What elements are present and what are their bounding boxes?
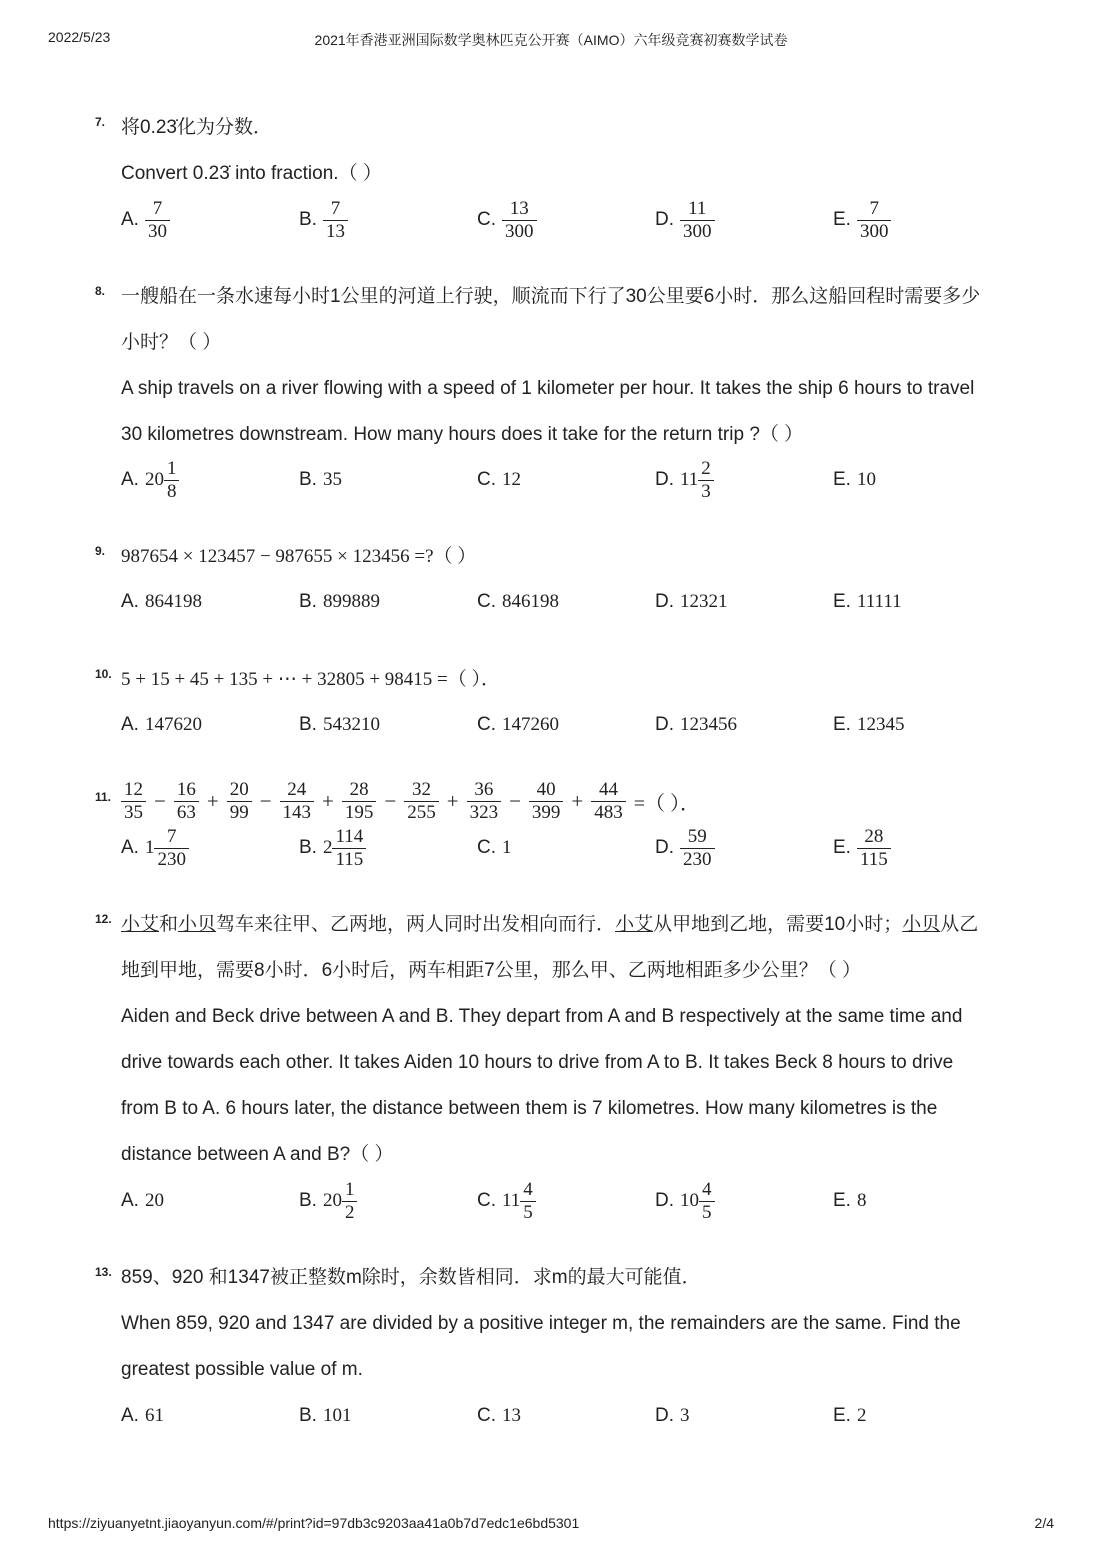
denominator: 8	[164, 480, 180, 503]
option-a	[121, 576, 202, 628]
fraction	[174, 779, 199, 824]
operator: +	[446, 788, 459, 813]
option-d	[655, 1390, 690, 1442]
question-text-cn: 将0.23̇化为分数．	[121, 117, 272, 138]
denominator: 230	[154, 848, 189, 871]
fraction	[227, 779, 252, 824]
option-value: 13	[502, 1405, 521, 1426]
option-label: D.	[655, 714, 674, 735]
option-d	[655, 1175, 715, 1227]
numerator: 11	[688, 197, 707, 219]
fraction	[591, 779, 626, 824]
source-url: https://ziyuanyetnt.jiaoyanyun.com/#/print?id=97db3c9203aa41a0b7d7edc1e6bd5301	[48, 1515, 580, 1531]
page-title: 2021年香港亚洲国际数学奥林匹克公开赛（AIMO）六年级竞赛初赛数学试卷	[314, 32, 788, 48]
option-c	[477, 1390, 521, 1442]
question-text: 987654 × 123457 − 987655 × 123456 =?（ ）	[121, 546, 477, 567]
numerator: 36	[474, 778, 494, 800]
option-label: A.	[121, 1405, 139, 1426]
denominator: 300	[680, 220, 715, 243]
question-number: 9.	[95, 544, 106, 558]
denominator: 30	[145, 220, 170, 243]
fraction	[323, 198, 348, 243]
option-label: E.	[833, 1405, 851, 1426]
option-e	[833, 1390, 866, 1442]
question-number: 12.	[95, 912, 112, 926]
denominator: 5	[520, 1201, 536, 1224]
text-segment: 从甲地到乙地，需要10小时；	[653, 914, 903, 935]
numerator: 1	[344, 1178, 355, 1200]
numerator: 59	[687, 825, 707, 847]
option-value: 2	[856, 1405, 867, 1426]
page-number: 2/4	[1034, 1515, 1054, 1531]
denominator: 5	[699, 1201, 715, 1224]
fraction	[680, 826, 715, 871]
option-label: A.	[121, 1190, 139, 1211]
option-c	[477, 454, 521, 506]
option-b	[299, 1390, 351, 1442]
option-label: C.	[477, 469, 496, 490]
question-text-en: Aiden and Beck drive between A and B. They depart from A and B respectively at the same time and	[121, 1006, 963, 1027]
option-value: 1	[502, 837, 512, 858]
fraction	[342, 779, 377, 824]
denominator: 2	[342, 1201, 358, 1224]
fraction	[467, 779, 502, 824]
option-value: 101	[322, 1405, 352, 1426]
name-aiden-cn: 小艾	[121, 914, 160, 935]
option-label: C.	[477, 1190, 496, 1211]
option-a	[121, 454, 179, 506]
denominator: 230	[680, 848, 715, 871]
option-label: B.	[299, 714, 317, 735]
option-d	[655, 454, 714, 506]
numerator: 28	[349, 778, 369, 800]
fraction	[698, 458, 714, 503]
option-e	[833, 454, 876, 506]
numerator: 114	[335, 825, 364, 847]
option-label: D.	[655, 591, 674, 612]
option-value: 10	[856, 469, 876, 490]
fraction	[502, 198, 537, 243]
question-expression	[121, 774, 700, 828]
option-c	[477, 822, 512, 874]
option-e	[833, 699, 904, 751]
whole-part: 2	[322, 837, 333, 858]
fraction	[164, 458, 180, 503]
numerator: 13	[509, 197, 529, 219]
numerator: 44	[599, 778, 618, 800]
denominator: 323	[467, 801, 502, 824]
numerator: 4	[702, 1178, 712, 1200]
option-b	[299, 454, 342, 506]
option-label: D.	[655, 469, 674, 490]
option-label: D.	[655, 1190, 674, 1211]
question-text-cn: 地到甲地，需要8小时．6小时后，两车相距7公里，那么甲、乙两地相距多少公里？（ ）	[121, 960, 861, 981]
option-value: 147260	[502, 714, 559, 735]
option-label: B.	[299, 469, 317, 490]
numerator: 16	[176, 778, 196, 800]
name-beck-cn: 小贝	[178, 914, 217, 935]
option-label: C.	[477, 591, 496, 612]
option-value: 11111	[856, 591, 902, 612]
option-value: 12	[502, 469, 521, 490]
option-label: B.	[299, 209, 317, 230]
option-label: C.	[477, 714, 496, 735]
option-a	[121, 699, 202, 751]
option-label: D.	[655, 1405, 674, 1426]
fraction	[520, 1179, 536, 1224]
option-c	[477, 1175, 536, 1227]
option-value: 35	[322, 469, 342, 490]
fraction	[121, 779, 146, 824]
option-value: 846198	[502, 591, 559, 612]
numerator: 2	[701, 457, 711, 479]
denominator: 13	[323, 220, 348, 243]
fraction	[699, 1179, 715, 1224]
option-value: 123456	[680, 714, 737, 735]
option-value: 3	[680, 1405, 690, 1426]
question-text-cn: 小时？（ ）	[121, 332, 222, 353]
option-e	[833, 194, 891, 246]
whole-part: 20	[144, 469, 164, 490]
denominator: 63	[174, 801, 199, 824]
fraction	[154, 826, 189, 871]
numerator: 32	[411, 778, 431, 800]
option-label: B.	[299, 1190, 317, 1211]
options	[121, 822, 1021, 874]
operator: +	[206, 788, 219, 813]
option-e	[833, 576, 902, 628]
option-a	[121, 1390, 164, 1442]
option-a	[121, 194, 170, 246]
question-text-en: A ship travels on a river flowing with a speed of 1 kilometer per hour. It takes the ship 6 hours to travel	[121, 378, 975, 399]
operator: −	[384, 788, 397, 813]
option-d	[655, 194, 715, 246]
numerator: 4	[523, 1178, 533, 1200]
option-value: 61	[144, 1405, 164, 1426]
fraction	[529, 779, 564, 824]
option-label: B.	[299, 1405, 317, 1426]
fraction	[680, 198, 715, 243]
text-segment: 从乙	[940, 914, 979, 935]
option-label: B.	[299, 591, 317, 612]
option-label: E.	[833, 469, 851, 490]
option-label: C.	[477, 209, 496, 230]
option-label: C.	[477, 837, 496, 858]
whole-part: 10	[680, 1190, 699, 1211]
question-text-en: Convert 0.23̇ into fraction.（ ）	[121, 163, 382, 184]
question-text-en: distance between A and B?（ ）	[121, 1144, 394, 1165]
question-text-cn: 859、920 和1347被正整数m除时，余数皆相同．求m的最大可能值．	[121, 1267, 701, 1288]
option-e	[833, 1175, 866, 1227]
text-segment: 驾车来往甲、乙两地，两人同时出发相向而行．	[216, 914, 616, 935]
options	[121, 699, 1021, 751]
question-text-en: from B to A. 6 hours later, the distance between them is 7 kilometres. How many kilometres is the	[121, 1098, 938, 1119]
question-text-en: drive towards each other. It takes Aiden 10 hours to drive from A to B. It takes Beck 8 hours to drive	[121, 1052, 954, 1073]
print-date: 2022/5/23	[48, 29, 111, 45]
fraction	[280, 779, 315, 824]
numerator: 7	[152, 197, 163, 219]
option-label: B.	[299, 837, 317, 858]
denominator: 35	[121, 801, 146, 824]
question-text: 5 + 15 + 45 + 135 + ⋯ + 32805 + 98415 =（ ）．	[121, 669, 501, 690]
options	[121, 454, 1021, 506]
numerator: 20	[229, 778, 249, 800]
question-text-cn: 一艘船在一条水速每小时1公里的河道上行驶，顺流而下行了30公里要6小时．那么这船回程时需要多少	[121, 286, 981, 307]
denominator: 483	[591, 801, 626, 824]
option-b	[299, 822, 366, 874]
option-d	[655, 699, 737, 751]
option-label: C.	[477, 1405, 496, 1426]
option-label: A.	[121, 591, 139, 612]
question-text-en: 30 kilometres downstream. How many hours does it take for the return trip ?（ ）	[121, 424, 804, 445]
denominator: 99	[227, 801, 252, 824]
question-number: 10.	[95, 667, 112, 681]
denominator: 300	[502, 220, 537, 243]
denominator: 143	[280, 801, 315, 824]
denominator: 115	[332, 848, 366, 871]
numerator: 28	[864, 825, 884, 847]
numerator: 7	[869, 197, 879, 219]
whole-part: 20	[322, 1190, 342, 1211]
denominator: 3	[698, 480, 714, 503]
text-segment: 和	[159, 914, 179, 935]
question-number: 8.	[95, 284, 106, 298]
option-value: 899889	[322, 591, 380, 612]
option-label: E.	[833, 714, 851, 735]
option-label: D.	[655, 837, 674, 858]
option-b	[299, 576, 380, 628]
fraction	[145, 198, 170, 243]
fraction	[857, 826, 891, 871]
fraction	[857, 198, 892, 243]
fraction	[332, 826, 366, 871]
numerator: 7	[166, 825, 177, 847]
question-number: 11.	[95, 790, 112, 804]
option-value: 12345	[856, 714, 905, 735]
question-text-cn	[121, 912, 978, 938]
option-value: 864198	[144, 591, 202, 612]
options	[121, 194, 1021, 246]
denominator: 255	[404, 801, 439, 824]
option-c	[477, 194, 537, 246]
options	[121, 1390, 1021, 1442]
name-beck-cn: 小贝	[902, 914, 941, 935]
option-c	[477, 576, 559, 628]
option-label: A.	[121, 469, 139, 490]
option-value: 543210	[322, 714, 380, 735]
numerator: 12	[124, 778, 143, 800]
option-value: 12321	[680, 591, 728, 612]
name-aiden-cn: 小艾	[615, 914, 654, 935]
option-e	[833, 822, 891, 874]
fraction	[342, 1179, 358, 1224]
whole-part: 11	[502, 1190, 521, 1211]
question-text-en: greatest possible value of m.	[121, 1359, 363, 1380]
numerator: 1	[166, 457, 177, 479]
option-label: A.	[121, 714, 139, 735]
option-b	[299, 194, 348, 246]
option-value: 20	[144, 1190, 164, 1211]
numerator: 40	[536, 778, 556, 800]
option-d	[655, 822, 715, 874]
numerator: 7	[330, 197, 341, 219]
option-label: D.	[655, 209, 674, 230]
fraction	[404, 779, 439, 824]
option-label: E.	[833, 591, 851, 612]
denominator: 300	[857, 220, 892, 243]
answer-blank: =（ ）．	[633, 792, 701, 815]
operator: +	[322, 788, 334, 813]
option-label: A.	[121, 209, 139, 230]
numerator: 24	[287, 778, 307, 800]
option-value: 8	[856, 1190, 867, 1211]
option-b	[299, 699, 380, 751]
option-c	[477, 699, 559, 751]
denominator: 399	[529, 801, 564, 824]
denominator: 115	[857, 848, 891, 871]
operator: +	[571, 788, 584, 813]
option-d	[655, 576, 728, 628]
option-value: 147620	[144, 714, 202, 735]
operator: −	[154, 788, 166, 813]
option-label: E.	[833, 1190, 851, 1211]
question-number: 13.	[95, 1265, 112, 1279]
option-a	[121, 822, 189, 874]
option-label: A.	[121, 837, 139, 858]
operator: −	[259, 788, 272, 813]
operator: −	[509, 788, 521, 813]
options	[121, 576, 1021, 628]
whole-part: 1	[144, 837, 155, 858]
denominator: 195	[342, 801, 377, 824]
question-text-en: When 859, 920 and 1347 are divided by a positive integer m, the remainders are the same. Find the	[121, 1313, 961, 1334]
option-label: E.	[833, 837, 851, 858]
option-b	[299, 1175, 357, 1227]
question-number: 7.	[95, 115, 106, 129]
whole-part: 11	[680, 469, 699, 490]
option-label: E.	[833, 209, 851, 230]
options	[121, 1175, 1021, 1227]
option-a	[121, 1175, 164, 1227]
